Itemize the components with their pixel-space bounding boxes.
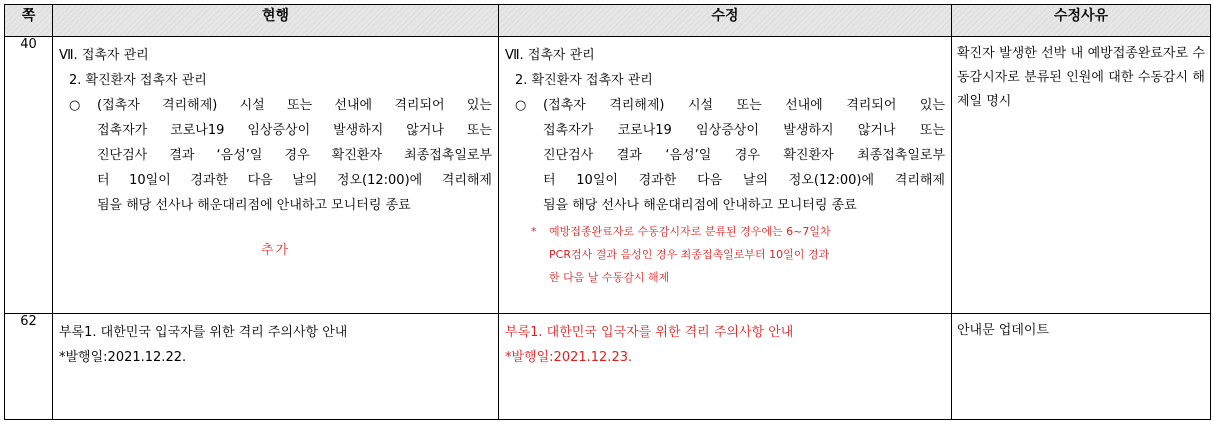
- issue-date: *발행일:2021.12.22.: [59, 350, 187, 365]
- reason-cell: [952, 37, 1211, 314]
- bullet-item: [505, 93, 945, 218]
- note-line: PCR검사 결과 음성인 경우 최종접촉일로부터 10일이 경과: [549, 248, 830, 261]
- section-title: Ⅶ. 접촉자 관리: [59, 48, 149, 63]
- bullet-line: 접촉자가 코로나19 임상증상이 발생하지 않거나 또는: [543, 123, 945, 138]
- circle-bullet-icon: ○: [515, 98, 527, 113]
- reason-text: 확진자 발생한 선박 내 예방접종완료자로 수동감시자로 분류된 인원에 대한 수동감시 해제일 명시: [957, 46, 1205, 109]
- note-line: 예방접종완료자로 수동감시자로 분류된 경우에는 6~7일차: [549, 225, 831, 238]
- circle-bullet-icon: ○: [69, 98, 81, 113]
- table-row: [5, 314, 1211, 420]
- reason-cell: [952, 314, 1211, 420]
- header-row: [5, 5, 1211, 37]
- current-cell: [53, 37, 499, 314]
- header-page: 쪽: [5, 5, 53, 37]
- add-label: 추가: [260, 243, 291, 258]
- bullet-line: 터 10일이 경과한 다음 날의 정오(12:00)에 격리해제: [97, 173, 492, 188]
- bullet-line: 터 10일이 경과한 다음 날의 정오(12:00)에 격리해제: [543, 173, 945, 188]
- subsection-title: 2. 확진환자 접촉자 관리: [515, 73, 653, 88]
- bullet-line: (접촉자 격리해제) 시설 또는 선내에 격리되어 있는: [543, 98, 945, 113]
- note-line: 한 다음 날 수동감시 해제: [549, 271, 670, 284]
- bullet-line: 진단검사 결과 ‘음성’일 경우 확진환자 최종접촉일로부: [97, 148, 492, 163]
- header-current: 현행: [53, 5, 499, 37]
- table-row: [5, 37, 1211, 314]
- revision-note: [505, 220, 945, 289]
- bullet-item: [59, 93, 492, 218]
- revised-cell: [499, 37, 952, 314]
- bullet-line: (접촉자 격리해제) 시설 또는 선내에 격리되어 있는: [97, 98, 492, 113]
- subsection-title: 2. 확진환자 접촉자 관리: [69, 73, 207, 88]
- page-number: 40: [5, 37, 53, 314]
- asterisk-icon: *: [531, 225, 537, 238]
- bullet-line: 됨을 해당 선사나 해운대리점에 안내하고 모니터링 종료: [97, 198, 411, 213]
- current-cell: [53, 314, 499, 420]
- issue-date: *발행일:2021.12.23.: [505, 350, 633, 365]
- reason-text: 안내문 업데이트: [957, 323, 1050, 338]
- header-revised: 수정: [499, 5, 952, 37]
- bullet-line: 진단검사 결과 ‘음성’일 경우 확진환자 최종접촉일로부: [543, 148, 945, 163]
- appendix-title: 부록1. 대한민국 입국자를 위한 격리 주의사항 안내: [59, 325, 348, 340]
- appendix-title: 부록1. 대한민국 입국자를 위한 격리 주의사항 안내: [505, 325, 794, 340]
- header-reason: 수정사유: [952, 5, 1211, 37]
- bullet-line: 됨을 해당 선사나 해운대리점에 안내하고 모니터링 종료: [543, 198, 857, 213]
- revision-table: [4, 4, 1211, 420]
- section-title: Ⅶ. 접촉자 관리: [505, 48, 595, 63]
- revised-cell: [499, 314, 952, 420]
- bullet-line: 접촉자가 코로나19 임상증상이 발생하지 않거나 또는: [97, 123, 492, 138]
- page-number: 62: [5, 314, 53, 420]
